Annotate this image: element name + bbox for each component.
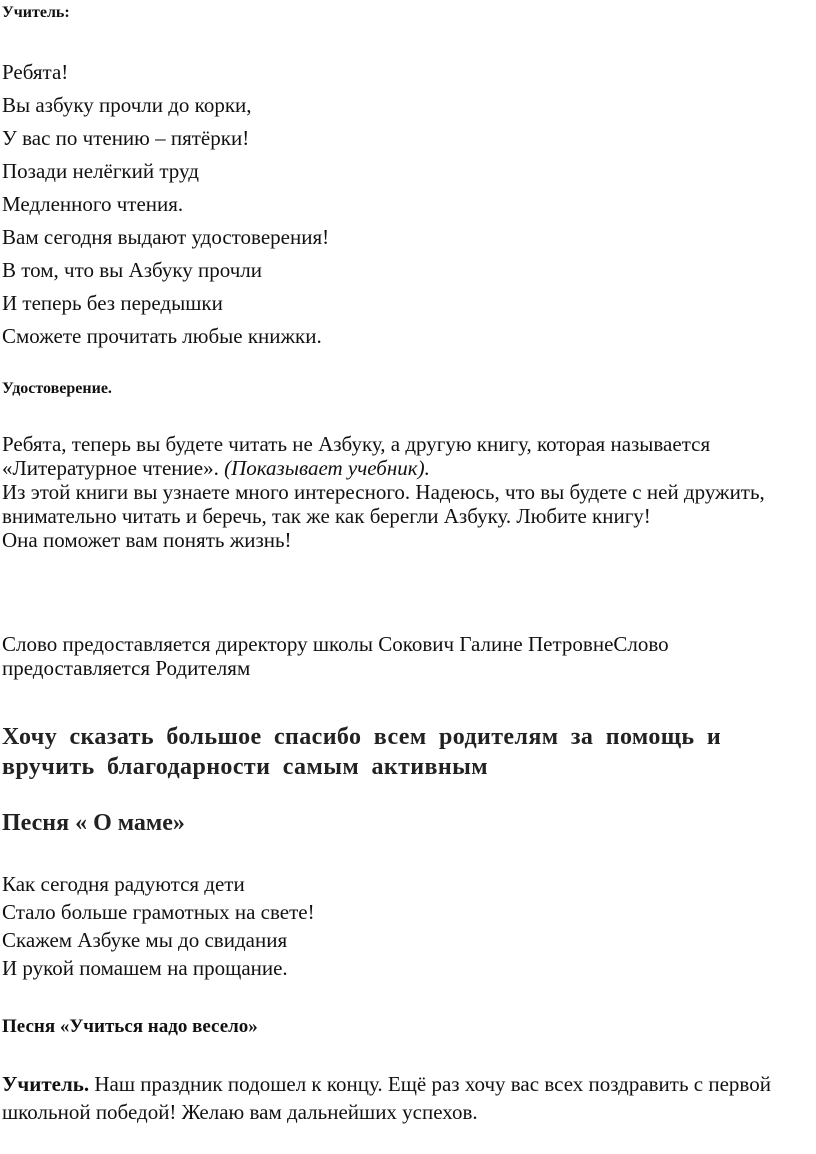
poem-line: Медленного чтения. [2, 192, 184, 216]
thanks-heading: Хочу сказать большое спасибо всем родителям за помощь и вручить благодарности самым активным [2, 724, 722, 780]
song-title-learning: Песня «Учиться надо весело» [2, 1016, 258, 1037]
poem-line: Стало больше грамотных на свете! [2, 900, 315, 924]
poem-line: Позади нелёгкий труд [2, 159, 199, 183]
closing-text: Наш праздник подошел к концу. Ещё раз хочу вас всех поздравить с первой школьной победой! Желаю вам дальнейших успехов. [2, 1072, 771, 1124]
speakers-paragraph: Слово предоставляется директору школы Сокович Галине ПетровнеСлово предоставляется Родителям [2, 632, 669, 680]
paragraph-text: Она поможет вам понять жизнь! [2, 528, 292, 552]
stage-direction: (Показывает учебник). [224, 456, 430, 480]
poem-line: И рукой помашем на прощание. [2, 956, 288, 980]
poem-line: Ребята! [2, 60, 69, 84]
poem-line: Как сегодня радуются дети [2, 872, 245, 896]
paragraph-text: Из этой книги вы узнаете много интересного. Надеюсь, что вы будете с ней дружить, внимательно читать и беречь, так же как берегли Азбуку. Любите книгу! [2, 480, 765, 528]
song-title-mama: Песня « О маме» [2, 810, 185, 836]
book-paragraph [2, 432, 810, 552]
poem-line: В том, что вы Азбуку прочли [2, 258, 263, 282]
farewell-poem [2, 870, 315, 982]
paragraph-text: Ребята, теперь вы будете читать не Азбуку, а другую книгу, которая называется «Литературное чтение». [2, 432, 711, 480]
poem-line: Вы азбуку прочли до корки, [2, 93, 252, 117]
closing-paragraph [2, 1070, 810, 1126]
teacher-poem [2, 56, 329, 353]
poem-line: Скажем Азбуке мы до свидания [2, 928, 288, 952]
certificate-heading: Удостоверение. [2, 380, 112, 397]
poem-line: Сможете прочитать любые книжки. [2, 324, 322, 348]
poem-line: Вам сегодня выдают удостоверения! [2, 225, 330, 249]
closing-speaker: Учитель. [2, 1072, 90, 1096]
poem-line: И теперь без передышки [2, 291, 223, 315]
poem-line: У вас по чтению – пятёрки! [2, 126, 250, 150]
speaker-label: Учитель: [2, 4, 70, 21]
